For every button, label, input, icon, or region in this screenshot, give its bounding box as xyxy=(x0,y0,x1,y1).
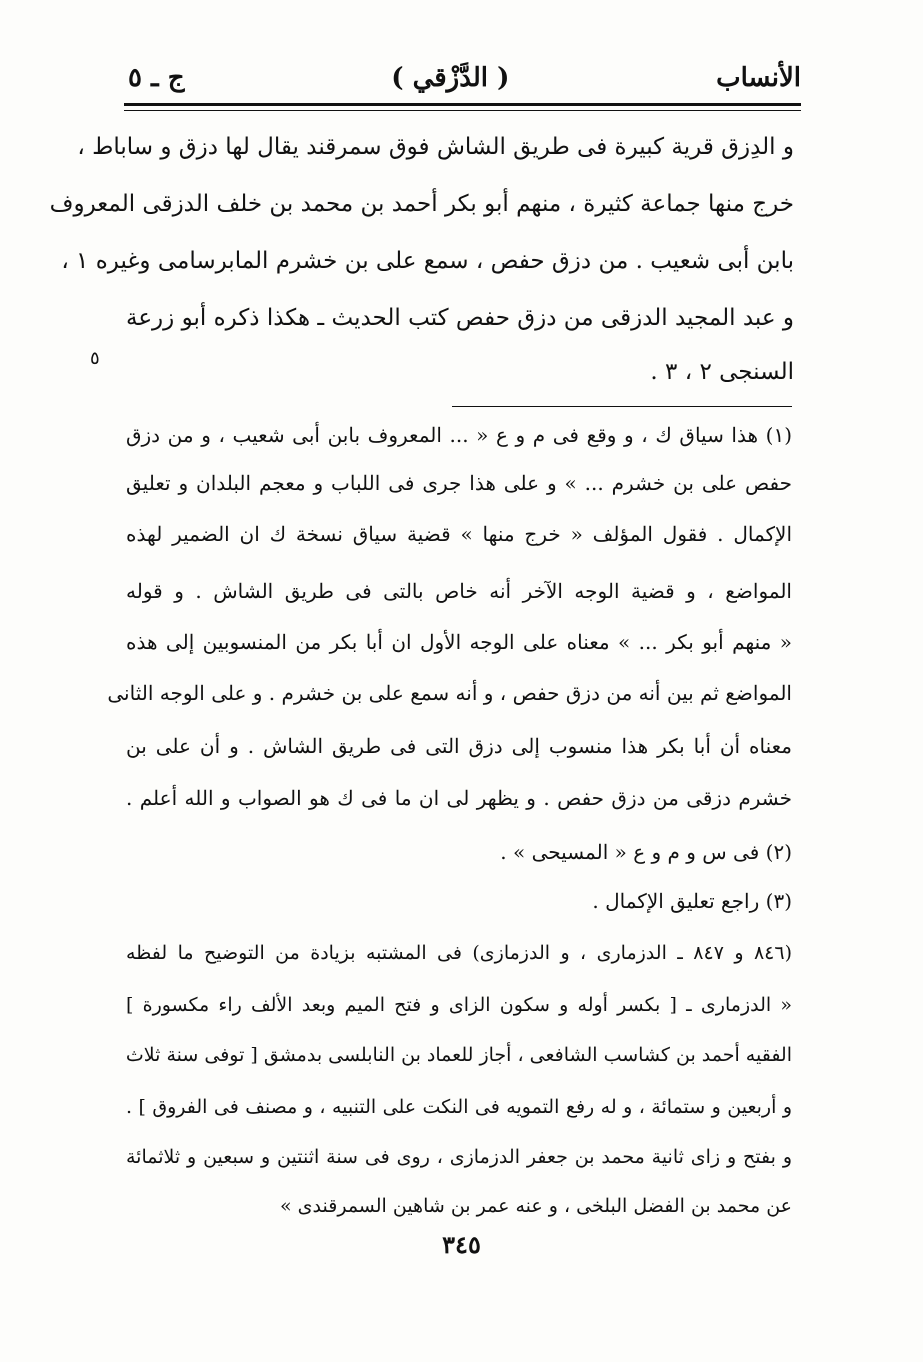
addendum-line: و بفتح و زاى ثانية محمد بن جعفر الدزمازى ، روى فى سنة اثنتين و سبعين و ثلاثمائة xyxy=(126,1146,792,1168)
footnote-line: (٢) فى س و م و ع « المسيحى » . xyxy=(500,840,792,864)
header-book-title: الأنساب xyxy=(716,63,801,93)
footnote-line: معناه أن أبا بكر هذا منسوب إلى دزق التى فى طريق الشاش . و أن على بن xyxy=(126,734,792,758)
addendum-line: الفقيه أحمد بن كشاسب الشافعى ، أجاز للعماد بن النابلسى بدمشق [ توفى سنة ثلاث xyxy=(125,1044,792,1066)
header-rule xyxy=(124,103,801,106)
header-entry-title: ( الدَّزْقي ) xyxy=(391,63,510,93)
main-text-line: و الدِزق قرية كبيرة فى طريق الشاش فوق سمرقند يقال لها دزق و ساباط ، xyxy=(77,134,794,160)
addendum-line: و أربعين و ستمائة ، و له رفع التمويه فى النكت على التنبيه ، و مصنف فى الفروق ] . xyxy=(126,1096,792,1118)
footnote-line: (٣) راجع تعليق الإكمال . xyxy=(592,889,792,913)
footnote-line: « منهم أبو بكر ... » معناه على الوجه الأول ان أبا بكر من المنسوبين إلى هذه xyxy=(126,630,792,654)
page-number: ٣٤٥ xyxy=(442,1230,481,1259)
footnote-line: الإكمال . فقول المؤلف « خرج منها » قضية سياق نسخة ك ان الضمير لهذه xyxy=(126,522,792,546)
main-text-line: خرج منها جماعة كثيرة ، منهم أبو بكر أحمد بن محمد بن خلف الدزقى المعروف xyxy=(49,191,794,217)
footnote-line: حفص على بن خشرم ... » و على هذا جرى فى اللباب و معجم البلدان و تعليق xyxy=(126,471,792,495)
addendum-line: عن محمد بن الفضل البلخى ، و عنه عمر بن شاهين السمرقندى » xyxy=(280,1195,792,1217)
margin-line-number: ٥ xyxy=(90,348,100,369)
footnote-line: المواضع ، و قضية الوجه الآخر أنه خاص بالتى فى طريق الشاش . و قوله xyxy=(126,579,792,603)
addendum-line: « الدزمارى ـ [ بكسر أوله و سكون الزاى و فتح الميم وبعد الألف راء مكسورة ] xyxy=(126,994,792,1016)
header-volume: ج ـ ٥ xyxy=(128,63,185,93)
main-text-line: بابن أبى شعيب . من دزق حفص ، سمع على بن خشرم المابرسامى وغيره ١ ، xyxy=(61,248,794,274)
footnote-line: خشرم دزقى من دزق حفص . و يظهر لى ان ما فى ك هو الصواب و الله أعلم . xyxy=(126,786,792,810)
running-header xyxy=(128,58,801,98)
addendum-line: (٨٤٦ و ٨٤٧ ـ الدزمارى ، و الدزمازى) فى المشتبه بزيادة من التوضيح ما لفظه xyxy=(126,942,792,964)
header-rule-thin xyxy=(124,110,801,111)
footnote-separator xyxy=(452,406,792,407)
main-text-line: السنجى ٢ ، ٣ . xyxy=(650,359,794,385)
footnote-line: المواضع ثم بين أنه من دزق حفص ، و أنه سمع على بن خشرم . و على الوجه الثانى xyxy=(107,681,792,705)
main-text-line: و عبد المجيد الدزقى من دزق حفص كتب الحديث ـ هكذا ذكره أبو زرعة xyxy=(126,305,794,331)
footnote-line: (١) هذا سياق ك ، و وقع فى م و ع « ... المعروف بابن أبى شعيب ، و من دزق xyxy=(126,423,792,447)
